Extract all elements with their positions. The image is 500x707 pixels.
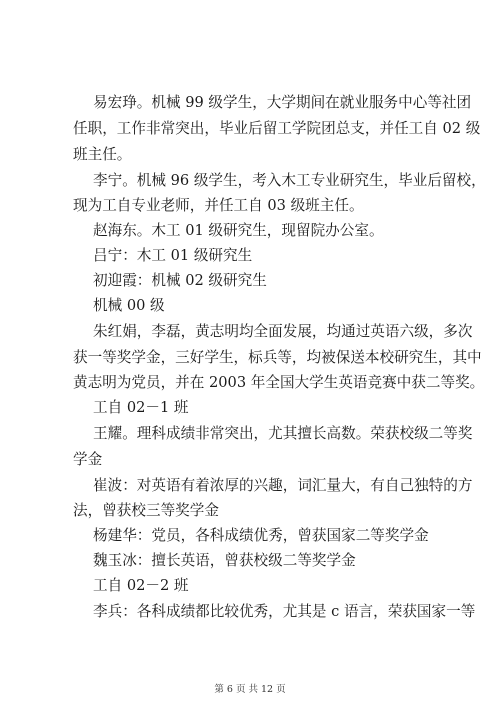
paragraph-line: 李宁。机械 96 级学生，考入木工专业研究生，毕业后留校， xyxy=(93,172,486,189)
paragraph-line: 杨建华：党员，各科成绩优秀，曾获国家二等奖学金 xyxy=(93,527,429,544)
section-heading: 工自 02－2 班 xyxy=(93,577,189,594)
section-heading: 机械 00 级 xyxy=(93,297,165,314)
section-heading: 工自 02－1 班 xyxy=(93,399,189,416)
paragraph-line: 获一等奖学金，三好学生，标兵等，均被保送本校研究生，其中 xyxy=(73,349,482,366)
paragraph-line: 班主任。 xyxy=(73,146,132,163)
page-number-footer: 第 6 页 共 12 页 xyxy=(214,684,286,695)
paragraph-line: 学金 xyxy=(73,451,103,468)
paragraph-line: 易宏琤。机械 99 级学生，大学期间在就业服务中心等社团 xyxy=(93,94,472,111)
paragraph-line: 崔波：对英语有着浓厚的兴趣，词汇量大，有自己独特的方 xyxy=(93,477,473,494)
paragraph-line: 魏玉冰：擅长英语，曾获校级二等奖学金 xyxy=(93,552,356,569)
paragraph-line: 初迎霞：机械 02 级研究生 xyxy=(93,272,267,289)
paragraph-line: 王耀。理科成绩非常突出，尤其擅长高数。荣获校级二等奖 xyxy=(93,425,473,442)
paragraph-line: 黄志明为党员，并在 2003 年全国大学生英语竞赛中获二等奖。 xyxy=(73,374,485,391)
paragraph-line: 赵海东。木工 01 级研究生，现留院办公室。 xyxy=(93,222,384,239)
paragraph-line: 朱红娟，李磊，黄志明均全面发展，均通过英语六级，多次 xyxy=(93,323,473,340)
paragraph-line: 现为工自专业老师，并任工自 03 级班主任。 xyxy=(73,197,364,214)
paragraph-line: 吕宁：木工 01 级研究生 xyxy=(93,247,253,264)
paragraph-line: 李兵：各科成绩都比较优秀，尤其是 c 语言，荣获国家一等 xyxy=(93,603,476,620)
paragraph-line: 法，曾获校三等奖学金 xyxy=(73,502,219,519)
paragraph-line: 任职，工作非常突出，毕业后留工学院团总支，并任工自 02 级 xyxy=(73,120,481,137)
